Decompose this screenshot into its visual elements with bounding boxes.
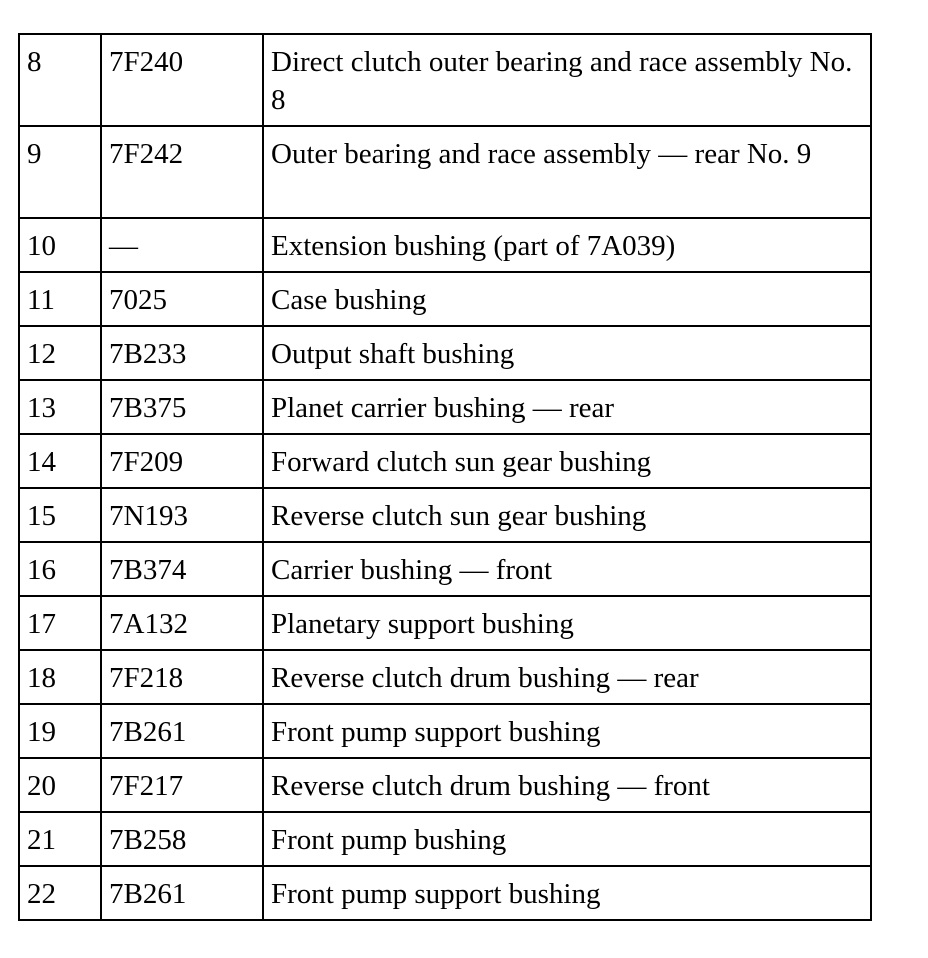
item-number: 18 xyxy=(19,650,101,704)
part-description: Planet carrier bushing — rear xyxy=(263,380,871,434)
item-number: 11 xyxy=(19,272,101,326)
table-row xyxy=(19,380,871,434)
item-number: 19 xyxy=(19,704,101,758)
item-number: 21 xyxy=(19,812,101,866)
part-description: Outer bearing and race assembly — rear No. 9 xyxy=(263,126,871,218)
table-row xyxy=(19,326,871,380)
part-number: 7N193 xyxy=(101,488,263,542)
item-number: 17 xyxy=(19,596,101,650)
part-number: 7A132 xyxy=(101,596,263,650)
part-number: 7B261 xyxy=(101,704,263,758)
item-number: 20 xyxy=(19,758,101,812)
item-number: 22 xyxy=(19,866,101,920)
part-number: 7F240 xyxy=(101,34,263,126)
table-row xyxy=(19,704,871,758)
part-number: 7F242 xyxy=(101,126,263,218)
part-description: Direct clutch outer bearing and race assembly No. 8 xyxy=(263,34,871,126)
part-description: Front pump support bushing xyxy=(263,704,871,758)
part-number: 7B374 xyxy=(101,542,263,596)
table-row xyxy=(19,596,871,650)
item-number: 10 xyxy=(19,218,101,272)
part-description: Front pump support bushing xyxy=(263,866,871,920)
table-row xyxy=(19,758,871,812)
table-row xyxy=(19,34,871,126)
part-description: Case bushing xyxy=(263,272,871,326)
item-number: 12 xyxy=(19,326,101,380)
item-number: 16 xyxy=(19,542,101,596)
part-description: Extension bushing (part of 7A039) xyxy=(263,218,871,272)
part-description: Planetary support bushing xyxy=(263,596,871,650)
table-row xyxy=(19,434,871,488)
item-number: 14 xyxy=(19,434,101,488)
part-number: — xyxy=(101,218,263,272)
table-row xyxy=(19,218,871,272)
item-number: 15 xyxy=(19,488,101,542)
item-number: 8 xyxy=(19,34,101,126)
part-number: 7F217 xyxy=(101,758,263,812)
table-row xyxy=(19,812,871,866)
table-row xyxy=(19,126,871,218)
part-description: Reverse clutch drum bushing — front xyxy=(263,758,871,812)
part-number: 7B375 xyxy=(101,380,263,434)
part-description: Carrier bushing — front xyxy=(263,542,871,596)
part-description: Front pump bushing xyxy=(263,812,871,866)
part-description: Reverse clutch sun gear bushing xyxy=(263,488,871,542)
part-number: 7B261 xyxy=(101,866,263,920)
part-number: 7F218 xyxy=(101,650,263,704)
table-row xyxy=(19,542,871,596)
part-number: 7025 xyxy=(101,272,263,326)
item-number: 9 xyxy=(19,126,101,218)
part-description: Reverse clutch drum bushing — rear xyxy=(263,650,871,704)
item-number: 13 xyxy=(19,380,101,434)
table-row xyxy=(19,650,871,704)
table-row xyxy=(19,272,871,326)
table-row xyxy=(19,866,871,920)
part-number: 7B233 xyxy=(101,326,263,380)
table-row xyxy=(19,488,871,542)
part-number: 7F209 xyxy=(101,434,263,488)
part-description: Output shaft bushing xyxy=(263,326,871,380)
part-number: 7B258 xyxy=(101,812,263,866)
part-description: Forward clutch sun gear bushing xyxy=(263,434,871,488)
parts-table xyxy=(18,33,872,921)
